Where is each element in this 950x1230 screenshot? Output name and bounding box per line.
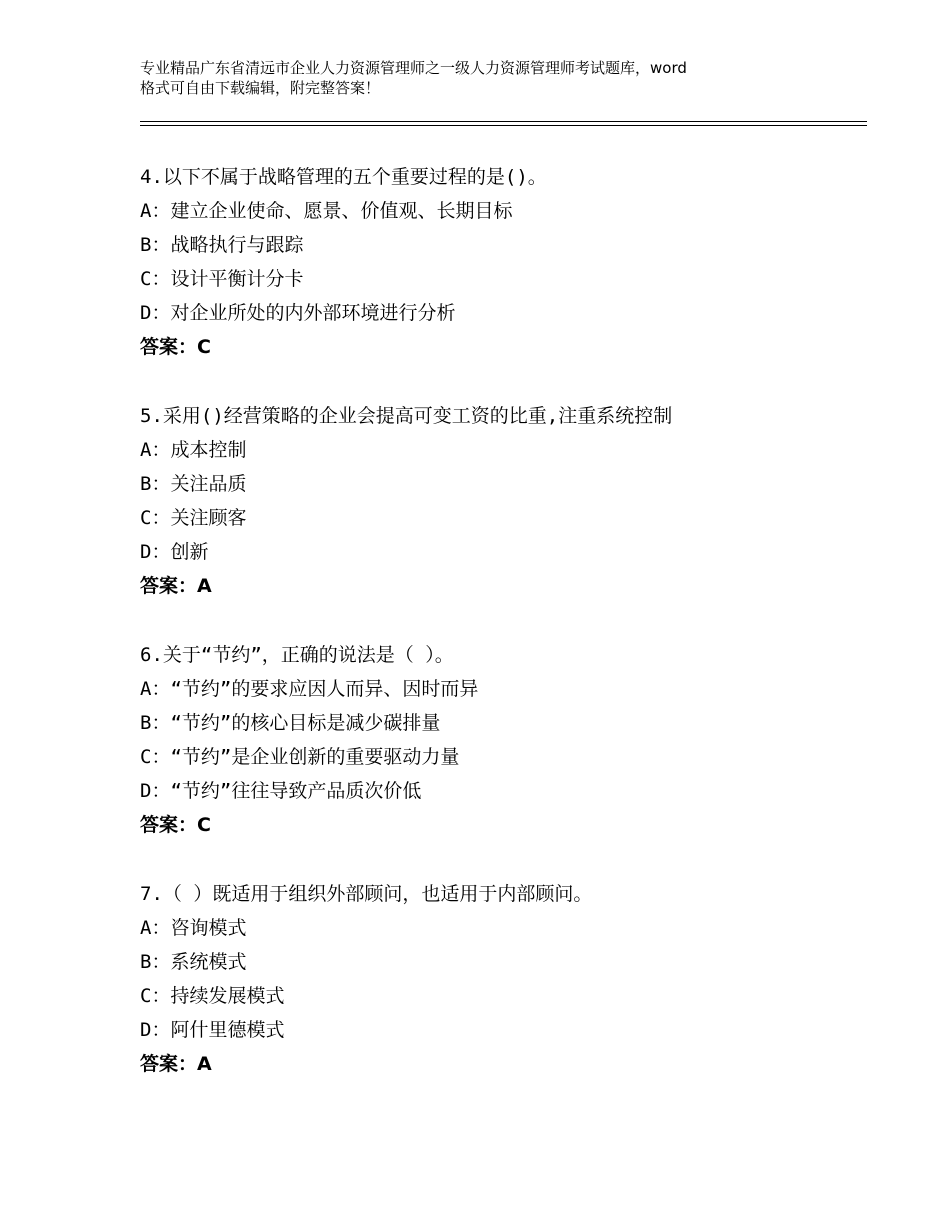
- answer: 答案：A: [140, 575, 212, 597]
- header-divider: [140, 121, 867, 126]
- option-c: C：设计平衡计分卡: [140, 268, 304, 290]
- option-b: B：系统模式: [140, 951, 247, 973]
- answer: 答案：C: [140, 336, 211, 358]
- option-c: C：“节约”是企业创新的重要驱动力量: [140, 746, 460, 768]
- option-c: C：关注顾客: [140, 507, 247, 529]
- option-b: B：战略执行与跟踪: [140, 234, 304, 256]
- question-stem: 5.采用()经营策略的企业会提高可变工资的比重,注重系统控制: [140, 405, 673, 427]
- document-header: [140, 58, 840, 98]
- question-stem: 4.以下不属于战略管理的五个重要过程的是()。: [140, 166, 547, 188]
- option-d: D：阿什里德模式: [140, 1019, 285, 1041]
- question-stem: 6.关于“节约”，正确的说法是（ ）。: [140, 644, 454, 666]
- option-b: B：关注品质: [140, 473, 247, 495]
- answer: 答案：C: [140, 814, 211, 836]
- question-6: [140, 638, 860, 842]
- question-7: [140, 877, 860, 1081]
- option-a: A：建立企业使命、愿景、价值观、长期目标: [140, 200, 513, 222]
- option-d: D：对企业所处的内外部环境进行分析: [140, 302, 456, 324]
- option-a: A：咨询模式: [140, 917, 247, 939]
- option-a: A：“节约”的要求应因人而异、因时而异: [140, 678, 479, 700]
- question-5: [140, 399, 860, 603]
- question-4: [140, 160, 860, 364]
- answer: 答案：A: [140, 1053, 212, 1075]
- header-line-2: 格式可自由下载编辑，附完整答案！: [140, 79, 381, 97]
- option-d: D：“节约”往往导致产品质次价低: [140, 780, 422, 802]
- option-b: B：“节约”的核心目标是减少碳排量: [140, 712, 441, 734]
- question-stem: 7.（ ）既适用于组织外部顾问，也适用于内部顾问。: [140, 883, 593, 905]
- option-c: C：持续发展模式: [140, 985, 285, 1007]
- option-a: A：成本控制: [140, 439, 247, 461]
- option-d: D：创新: [140, 541, 209, 563]
- header-line-1: 专业精品广东省清远市企业人力资源管理师之一级人力资源管理师考试题库，word: [140, 59, 687, 77]
